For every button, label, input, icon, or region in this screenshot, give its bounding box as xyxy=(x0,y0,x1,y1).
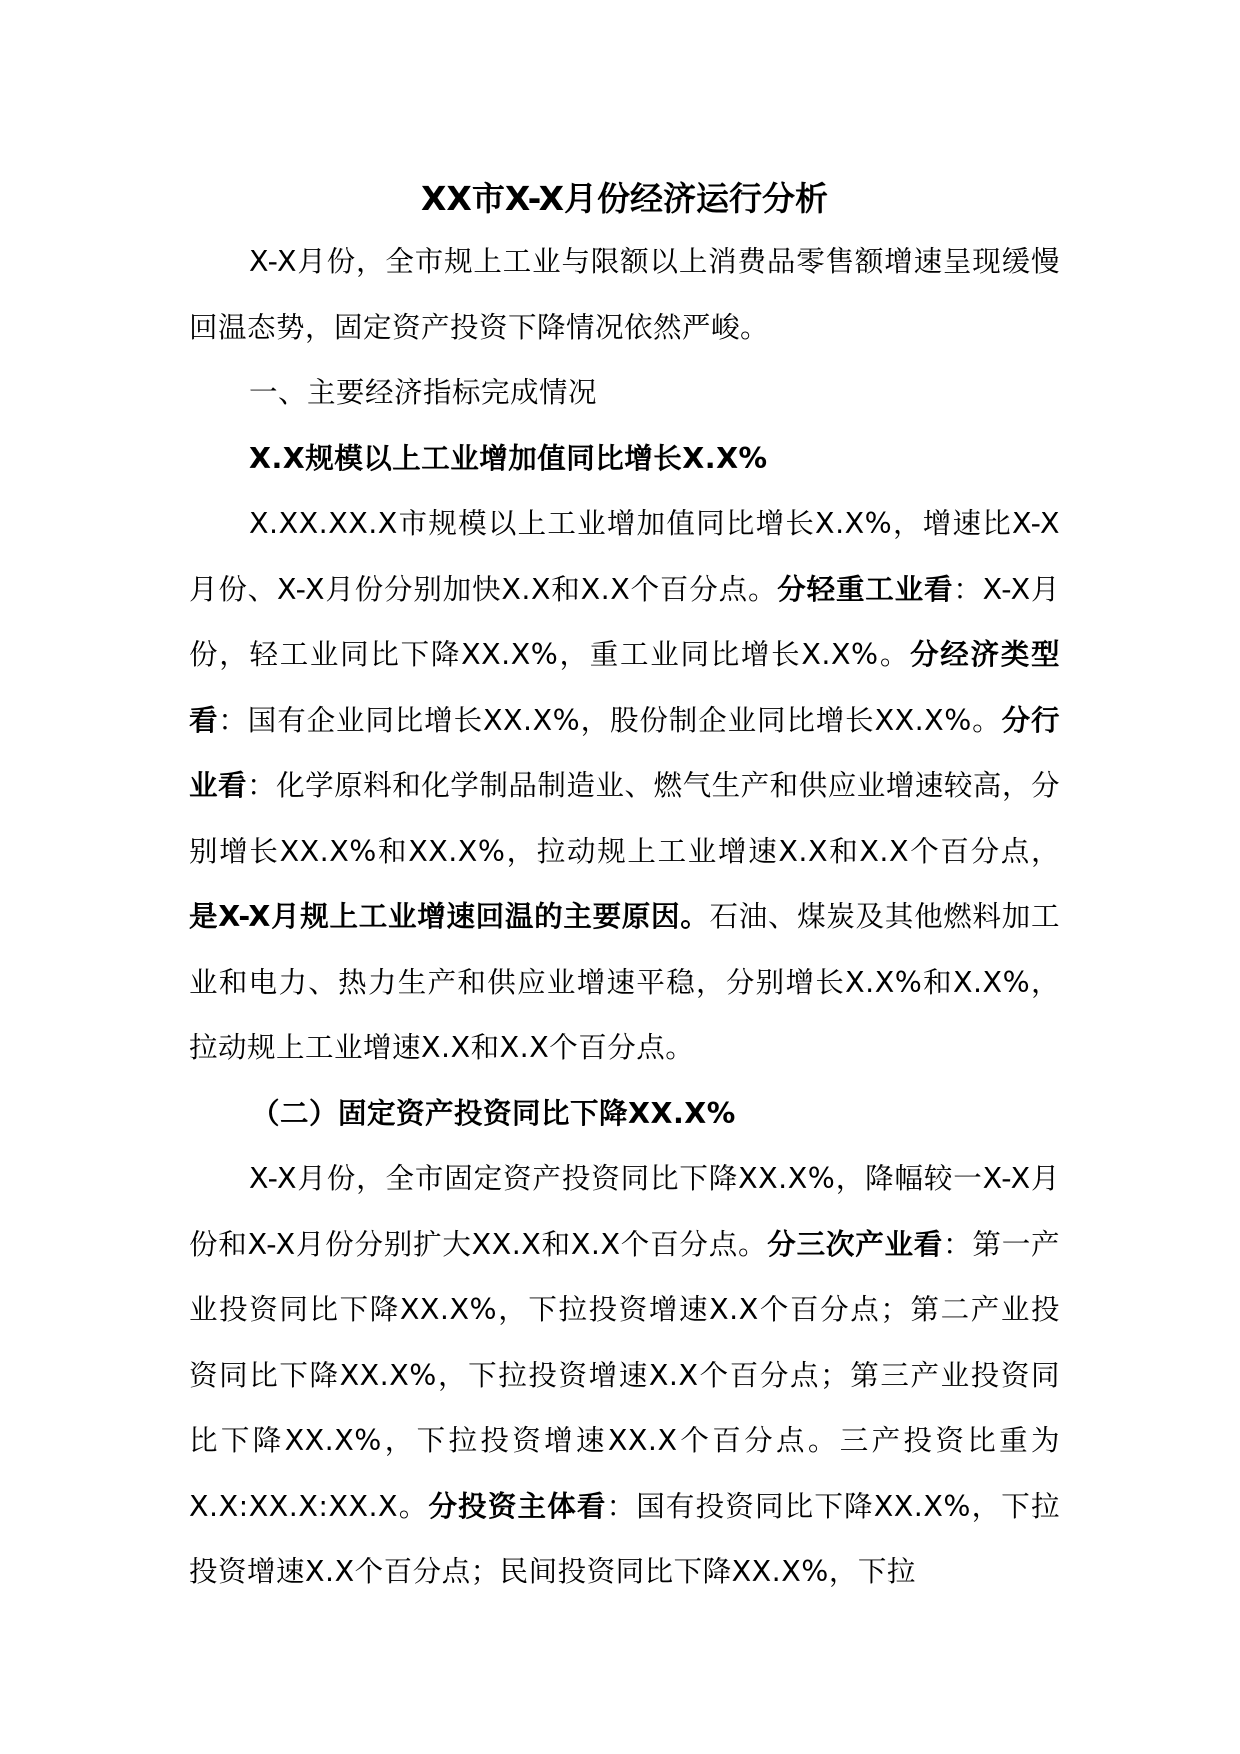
paragraph-text: ：化学原料和化学制品制造业、燃气生产和供应业增速较高，分别增长XX.X%和XX.X%，拉动规上工业增速X.X和X.X个百分点， xyxy=(189,769,1060,868)
document-title: XX市X-X月份经济运行分析 xyxy=(420,179,829,218)
paragraph-text: ：X-X月份，轻工业同比下降XX.X%，重工业同比增长X.X%。 xyxy=(189,572,1060,671)
paragraph-text: ：国有企业同比增长XX.X%，股份制企业同比增长XX.X%。 xyxy=(218,703,1002,737)
subsection-heading: （二）固定资产投资同比下降XX.X% xyxy=(251,1096,736,1130)
bold-phrase: 分投资主体看 xyxy=(428,1489,607,1523)
paragraph-text: ：第一产业投资同比下降XX.X%，下拉投资增速X.X个百分点；第二产业投资同比下降XX.X%，下拉投资增速X.X个百分点；第三产业投资同比下降XX.X%，下拉投资增速XX.X个百分点。三产投资比重为X.X:XX.X:XX.X。 xyxy=(189,1227,1060,1523)
document-page xyxy=(189,168,1060,1605)
intro-paragraph: X-X月份，全市规上工业与限额以上消费品零售额增速呈现缓慢回温态势，固定资产投资下降情况依然严峻。 xyxy=(189,245,1060,344)
subsection-heading: X.X规模以上工业增加值同比增长X.X% xyxy=(249,441,768,475)
bold-phrase: 分经济类型看 xyxy=(189,638,1060,737)
paragraph-text: X-X月份，全市固定资产投资同比下降XX.X%，降幅较一X-X月份和X-X月份分别扩大XX.X和X.X个百分点。 xyxy=(189,1162,1060,1261)
paragraph-text: ：国有投资同比下降XX.X%，下拉投资增速X.X个百分点；民间投资同比下降XX.X%，下拉 xyxy=(189,1489,1060,1588)
bold-phrase: 是X-X月规上工业增速回温的主要原因。 xyxy=(189,900,710,933)
investment-paragraph xyxy=(189,1146,1060,1605)
paragraph-text: X.XX.XX.X市规模以上工业增加值同比增长X.X%，增速比X-X月份、X-X月份分别加快X.X和X.X个百分点。 xyxy=(189,507,1060,606)
section-heading: 一、主要经济指标完成情况 xyxy=(249,376,598,409)
paragraph-text: 石油、煤炭及其他燃料加工业和电力、热力生产和供应业增速平稳，分别增长X.X%和X.X%，拉动规上工业增速X.X和X.X个百分点。 xyxy=(189,900,1060,1064)
bold-phrase: 分行业看 xyxy=(189,703,1060,802)
bold-phrase: 分三次产业看 xyxy=(767,1227,944,1261)
industry-paragraph xyxy=(189,491,1060,1081)
bold-phrase: 分轻重工业看 xyxy=(777,572,954,606)
